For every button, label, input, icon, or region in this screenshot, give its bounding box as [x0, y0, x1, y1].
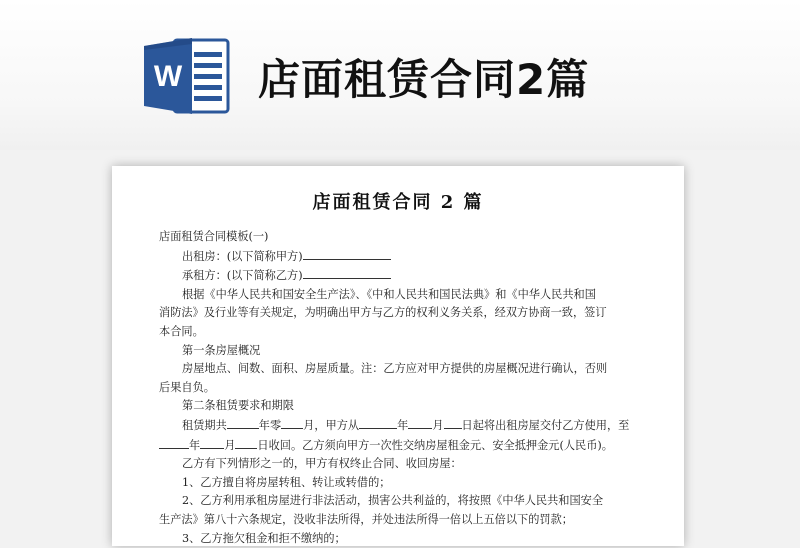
term-line — [159, 436, 645, 456]
blank-field — [200, 436, 224, 449]
template-heading: 店面租赁合同模板(一) — [159, 228, 645, 247]
paragraph-line: 房屋地点、间数、面积、房屋质量。注：乙方应对甲方提供的房屋概况进行确认，否则 — [159, 360, 645, 379]
blank-field — [303, 247, 391, 260]
paragraph-line: 本合同。 — [159, 323, 645, 342]
lessor-line — [159, 247, 645, 267]
document-title: 店面租赁合同 2 篇 — [112, 188, 684, 214]
blank-field — [444, 416, 462, 429]
article-heading: 第二条租赁要求和期限 — [159, 397, 645, 416]
blank-field — [235, 436, 257, 449]
list-item: 2、乙方利用承租房屋进行非法活动，损害公共利益的，将按照《中华人民共和国安全 — [159, 492, 645, 511]
document-body — [159, 228, 645, 548]
term-text: 日收回。乙方须向甲方一次性交纳房屋租金元、安全抵押金元(人民币)。 — [257, 439, 613, 452]
term-text: 日起将出租房屋交付乙方使用，至 — [462, 419, 630, 432]
paragraph-line: 乙方有下列情形之一的，甲方有权终止合同、收回房屋： — [159, 455, 645, 474]
term-text: 月 — [224, 439, 235, 452]
paragraph-line: 消防法》及行业等有关规定，为明确出甲方与乙方的权利义务关系，经双方协商一致，签订 — [159, 304, 645, 323]
term-text: 年 — [397, 419, 408, 432]
lessee-line — [159, 266, 645, 286]
word-icon — [144, 36, 230, 116]
term-text: 月 — [432, 419, 443, 432]
blank-field — [408, 416, 432, 429]
banner-title: 店面租赁合同2篇 — [258, 52, 589, 108]
blank-field — [303, 266, 391, 279]
blank-field — [281, 416, 303, 429]
list-item: 3、乙方拖欠租金和拒不缴纳的； — [159, 530, 645, 548]
blank-field — [227, 416, 259, 429]
blank-field — [159, 436, 189, 449]
term-text: 月，甲方从 — [303, 419, 359, 432]
paragraph-line: 生产法》第八十六条规定，没收非法所得，并处违法所得一倍以上五倍以下的罚款； — [159, 511, 645, 530]
term-text: 年零 — [259, 419, 281, 432]
term-line — [159, 416, 645, 436]
banner — [0, 0, 800, 150]
article-heading: 第一条房屋概况 — [159, 342, 645, 361]
lessor-label: 出租房：(以下简称甲方) — [182, 250, 303, 263]
list-item: 1、乙方擅自将房屋转租、转让或转借的； — [159, 474, 645, 493]
word-icon-letter: W — [154, 60, 183, 93]
lessee-label: 承租方：(以下简称乙方) — [182, 269, 303, 282]
blank-field — [359, 416, 397, 429]
paragraph-line: 根据《中华人民共和国安全生产法》、《中和人民共和国民法典》和《中华人民共和国 — [159, 286, 645, 305]
term-text: 租赁期共 — [182, 419, 227, 432]
document-page — [112, 166, 684, 546]
term-text: 年 — [189, 439, 200, 452]
paragraph-line: 后果自负。 — [159, 379, 645, 398]
